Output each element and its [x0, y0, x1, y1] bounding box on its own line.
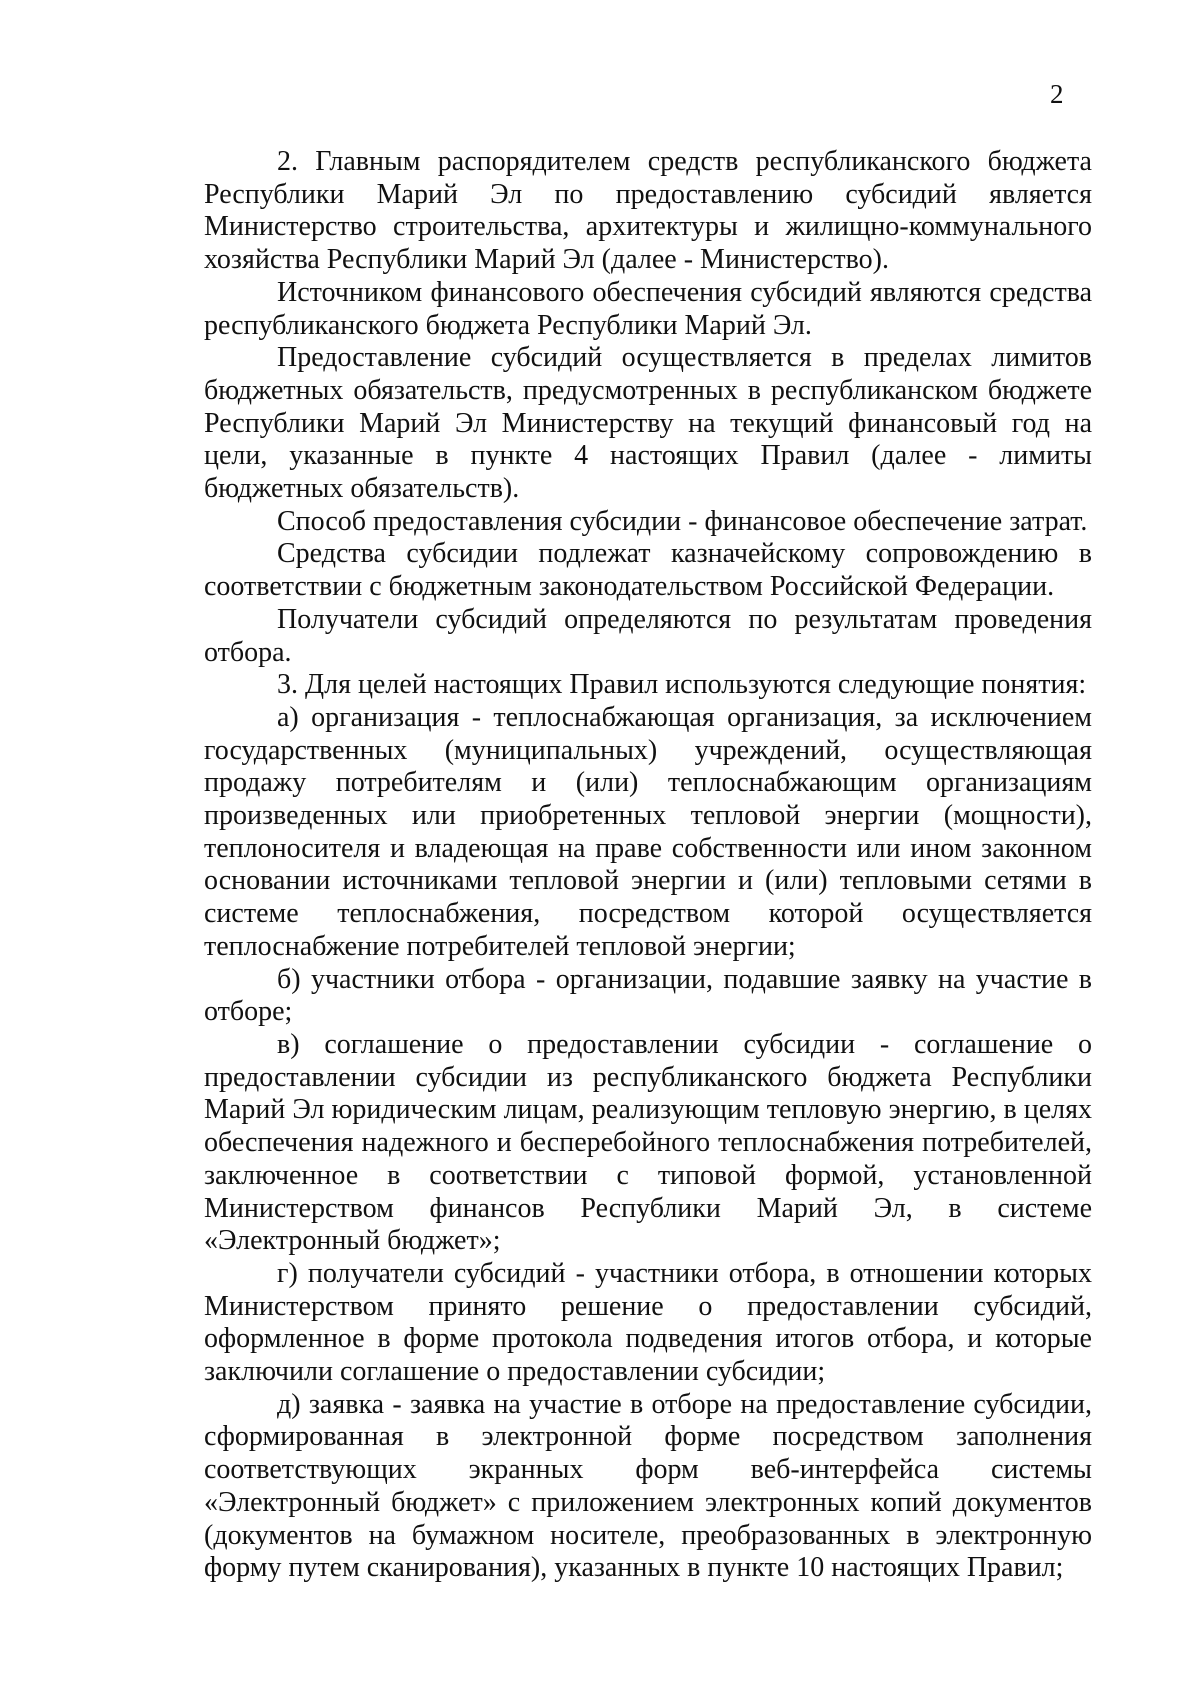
paragraph-treasury-support: Средства субсидии подлежат казначейскому сопровождению в соответствии с бюджетным законодательством Российской Федерации.	[204, 538, 1092, 603]
paragraph-item-2: 2. Главным распорядителем средств республиканского бюджета Республики Марий Эл по предоставлению субсидий является Министерство строительства, архитектуры и жилищно-коммунального хозяйства Республики Марий Эл (далее - Министерство).	[204, 146, 1092, 276]
document-body	[204, 146, 1092, 1585]
paragraph-recipients-selection: Получатели субсидий определяются по результатам проведения отбора.	[204, 603, 1092, 668]
paragraph-budget-limits: Предоставление субсидий осуществляется в пределах лимитов бюджетных обязательств, предусмотренных в республиканском бюджете Республики Марий Эл Министерству на текущий финансовый год на цели, указанные в пункте 4 настоящих Правил (далее - лимиты бюджетных обязательств).	[204, 342, 1092, 505]
definition-b-participants: б) участники отбора - организации, подавшие заявку на участие в отборе;	[204, 963, 1092, 1028]
definition-g-recipients: г) получатели субсидий - участники отбора, в отношении которых Министерством принято решение о предоставлении субсидий, оформленное в форме протокола подведения итогов отбора, и которые заключили соглашение о предоставлении субсидии;	[204, 1257, 1092, 1388]
definition-v-agreement: в) соглашение о предоставлении субсидии - соглашение о предоставлении субсидии из республиканского бюджета Республики Марий Эл юридическим лицам, реализующим тепловую энергию, в целях обеспечения надежного и бесперебойного теплоснабжения потребителей, заключенное в соответствии с типовой формой, установленной Министерством финансов Республики Марий Эл, в системе «Электронный бюджет»;	[204, 1028, 1092, 1257]
paragraph-subsidy-method: Способ предоставления субсидии - финансовое обеспечение затрат.	[277, 505, 1088, 537]
definition-a-organization: а) организация - теплоснабжающая организация, за исключением государственных (муниципальных) учреждений, осуществляющая продажу потребителям и (или) теплоснабжающим организациям произведенных или приобретенных тепловой энергии (мощности), теплоносителя и владеющая на праве собственности или ином законном основании источниками тепловой энергии и (или) тепловыми сетями в системе теплоснабжения, посредством которой осуществляется теплоснабжение потребителей тепловой энергии;	[204, 701, 1092, 962]
paragraph-item-3: 3. Для целей настоящих Правил используются следующие понятия:	[277, 669, 1087, 701]
paragraph-funding-source: Источником финансового обеспечения субсидий являются средства республиканского бюджета Республики Марий Эл.	[204, 276, 1092, 341]
definition-d-application: д) заявка - заявка на участие в отборе на предоставление субсидии, сформированная в электронной форме посредством заполнения соответствующих экранных форм веб-интерфейса системы «Электронный бюджет» с приложением электронных копий документов (документов на бумажном носителе, преобразованных в электронную форму путем сканирования), указанных в пункте 10 настоящих Правил;	[204, 1388, 1092, 1584]
page-number: 2	[1050, 79, 1064, 109]
